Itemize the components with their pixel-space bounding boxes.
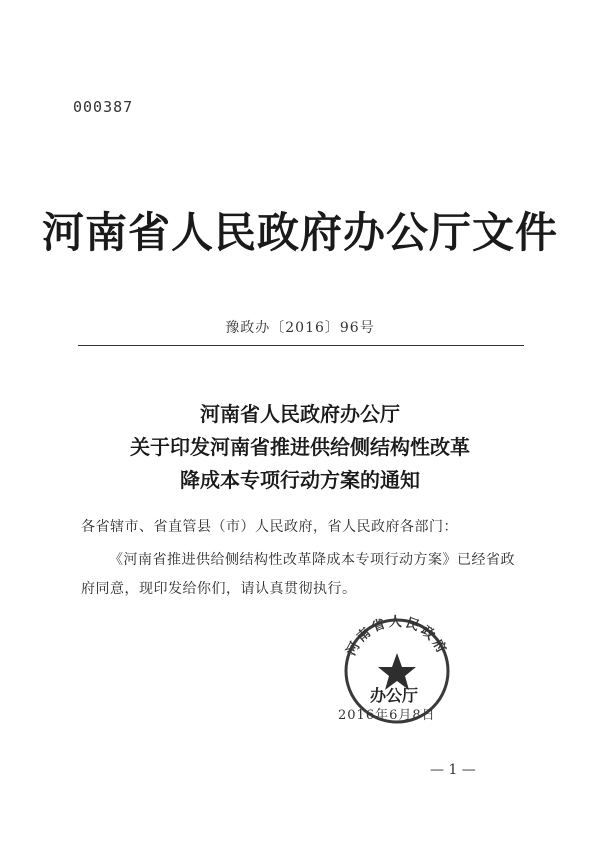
serial-number: 000387 [73,98,134,116]
document-header-title: 河南省人民政府办公厅文件 [41,208,558,257]
notice-title-line-3: 降成本专项行动方案的通知 [180,468,420,492]
svg-text:河南省人民政府: 河南省人民政府 [344,615,450,659]
notice-title-line-1: 河南省人民政府办公厅 [200,402,400,426]
body-paragraph [81,546,526,604]
notice-title-line-2: 关于印发河南省推进供给侧结构性改革 [130,435,470,459]
header-divider [78,345,524,346]
page-number: — 1 — [430,762,476,778]
body-text: 《河南省推进供给侧结构性改革降成本专项行动方案》已经省政府同意，现印发给你们，请认真贯彻执行。 [81,552,515,597]
signer: 办公厅 [370,686,419,705]
notice-title [0,398,600,497]
salutation: 各省辖市、省直管县（市）人民政府，省人民政府各部门： [81,519,458,535]
issue-date: 2016年6月8日 [338,708,436,723]
document-number: 豫政办〔2016〕96号 [225,320,375,336]
